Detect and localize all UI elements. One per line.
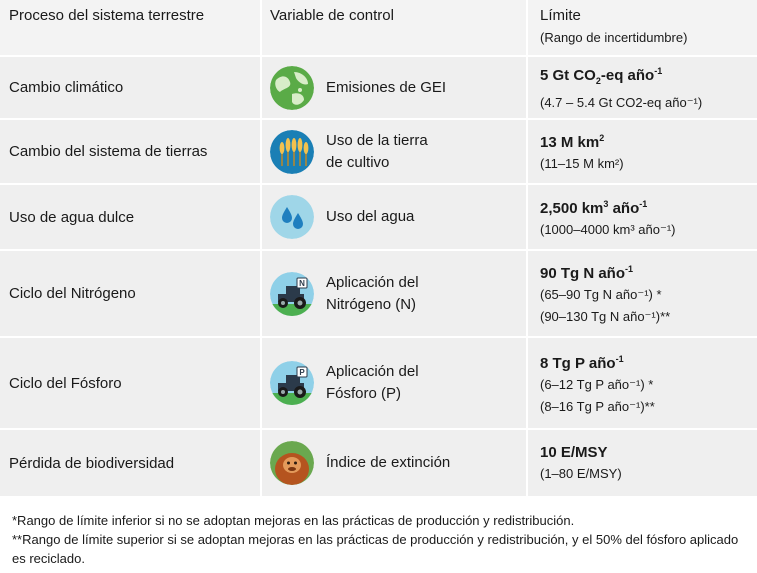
- table-header: [0, 0, 757, 55]
- footnotes: [12, 511, 747, 568]
- limit-value: 90 Tg N año$^{-1}$: [540, 264, 634, 282]
- tractor-n-icon: [270, 272, 314, 316]
- svg-text:P: P: [299, 368, 305, 377]
- table-row: [0, 185, 757, 249]
- table-row: [0, 120, 757, 183]
- water-drops-icon: [270, 195, 314, 239]
- process-label: Ciclo del Fósforo: [9, 374, 122, 392]
- process-label: Cambio del sistema de tierras: [9, 143, 208, 160]
- table-row: [0, 57, 757, 118]
- variable-label: Uso de la tierra de cultivo: [326, 131, 428, 171]
- process-label: Cambio climático: [9, 79, 124, 96]
- limit-value: 13 M $km^2$: [540, 133, 605, 151]
- table-row: [0, 430, 757, 496]
- globe-icon: [270, 66, 314, 110]
- limit-range-lower: (65–90 Tg N año⁻¹) *: [540, 287, 662, 302]
- limit-range-upper: (90–130 Tg N año⁻¹)**: [540, 309, 671, 324]
- tractor-p-icon: [270, 361, 314, 405]
- limit-range: (4.7 – 5.4 Gt CO2-eq año⁻¹): [540, 95, 703, 110]
- table-row: [0, 251, 757, 336]
- limit-range-lower: (6–12 Tg P año⁻¹) *: [540, 376, 654, 392]
- process-label: Pérdida de biodiversidad: [9, 454, 175, 472]
- wheat-icon: [270, 130, 314, 174]
- svg-text:N: N: [299, 278, 305, 288]
- header-limit-sub: (Rango de incertidumbre): [540, 30, 688, 45]
- variable-label: Uso del agua: [326, 208, 415, 225]
- footnote-upper: **Rango de límite superior si se adoptan mejoras en las prácticas de producción y redistribución, y el 50% del fósforo aplicado es reciclado.: [12, 532, 739, 566]
- limit-value: 8 Tg P año$^{-1}$: [540, 353, 624, 372]
- variable-label: Índice de extinción: [326, 454, 451, 471]
- limit-value: 5 Gt $CO_2-eq$ año$^{-1}$: [540, 66, 663, 86]
- limit-value: 10 E/MSY: [540, 443, 608, 461]
- header-variable: Variable de control: [270, 7, 394, 24]
- table-row: [0, 338, 757, 428]
- limit-range-upper: (8–16 Tg P año⁻¹)**: [540, 398, 655, 414]
- variable-label: Aplicación del Nitrógeno (N): [326, 273, 419, 313]
- header-process: Proceso del sistema terrestre: [9, 7, 205, 24]
- variable-label: Aplicación del Fósforo (P): [326, 363, 419, 402]
- footnote-lower: *Rango de límite inferior si no se adoptan mejoras en las prácticas de producción y redistribución.: [12, 513, 575, 528]
- process-label: Uso de agua dulce: [9, 208, 135, 226]
- limit-range: (11–15 M km²): [540, 156, 624, 171]
- process-label: Ciclo del Nitrógeno: [9, 285, 136, 302]
- variable-label: Emisiones de GEI: [326, 78, 447, 96]
- orangutan-icon: [270, 441, 314, 485]
- limit-range: (1000–4000 km³ año⁻¹): [540, 221, 676, 237]
- limit-value: 2,500 $km^3$ año$^{-1}$: [540, 198, 648, 217]
- limit-range: (1–80 E/MSY): [540, 465, 622, 481]
- header-limit: Límite: [540, 7, 581, 24]
